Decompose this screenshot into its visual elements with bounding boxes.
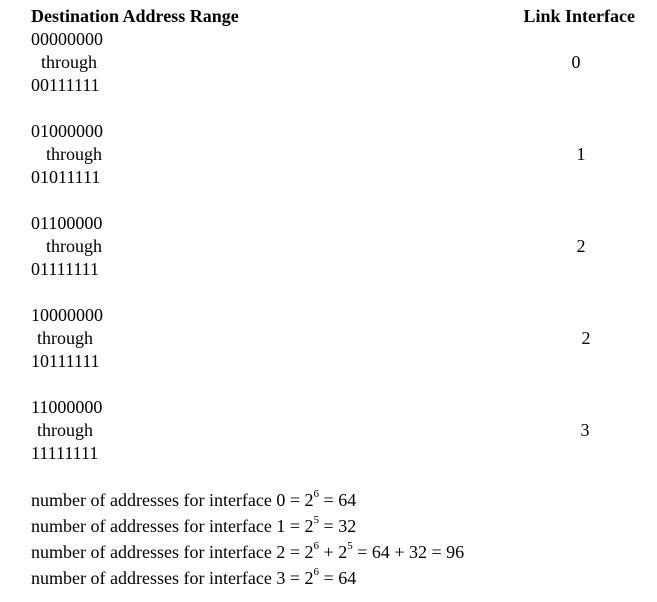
formula-result: = 64 + 32 = 96 [352, 542, 465, 562]
range-start: 01100000 [31, 213, 103, 233]
formula-plus: + [319, 542, 339, 562]
range-end: 01111111 [31, 259, 99, 279]
formula-exponent: 5 [347, 540, 353, 552]
formula-base: 2 [304, 490, 314, 510]
address-range-row [31, 396, 191, 465]
formula-prefix: number of addresses for interface 1 = [31, 516, 305, 536]
formula-base: 2 [304, 568, 314, 588]
range-start: 10000000 [31, 305, 103, 325]
range-end: 01011111 [31, 167, 101, 187]
range-end: 11111111 [31, 443, 99, 463]
formula-line [31, 539, 464, 565]
formula-line [31, 565, 464, 591]
formula-result: = 64 [319, 490, 357, 510]
formula-exponent: 6 [313, 540, 320, 552]
formula-prefix: number of addresses for interface 2 = [31, 542, 305, 562]
range-through: through [37, 420, 93, 440]
link-interface-value: 2 [581, 328, 591, 348]
range-through: through [41, 52, 97, 72]
formula-line [31, 487, 464, 513]
formula-result: = 32 [319, 516, 357, 536]
range-start: 11000000 [31, 397, 103, 417]
formula-line [31, 513, 464, 539]
range-through: through [46, 236, 102, 256]
link-interface-header: Link Interface [523, 6, 635, 26]
formula-prefix: number of addresses for interface 0 = [31, 490, 305, 510]
formula-exponent: 5 [313, 514, 320, 526]
range-start: 01000000 [31, 121, 103, 141]
range-through: through [46, 144, 102, 164]
formula-base: 2 [304, 542, 314, 562]
link-interface-value: 0 [571, 52, 581, 72]
link-interface-value: 1 [576, 144, 586, 164]
range-end: 10111111 [31, 351, 100, 371]
address-count-formulas [31, 487, 464, 591]
range-start: 00000000 [31, 29, 103, 49]
address-range-row [31, 212, 191, 281]
address-range-row [31, 304, 191, 373]
range-through: through [37, 328, 93, 348]
formula-base: 2 [304, 516, 314, 536]
address-range-row [31, 28, 191, 97]
formula-prefix: number of addresses for interface 3 = [31, 568, 305, 588]
link-interface-value: 3 [580, 420, 590, 440]
address-range-row [31, 120, 191, 189]
link-interface-value: 2 [576, 236, 586, 256]
formula-exponent: 6 [313, 566, 320, 578]
range-end: 00111111 [31, 75, 100, 95]
formula-base: 2 [338, 542, 348, 562]
formula-result: = 64 [319, 568, 357, 588]
destination-range-header: Destination Address Range [31, 6, 239, 26]
formula-exponent: 6 [313, 488, 320, 500]
